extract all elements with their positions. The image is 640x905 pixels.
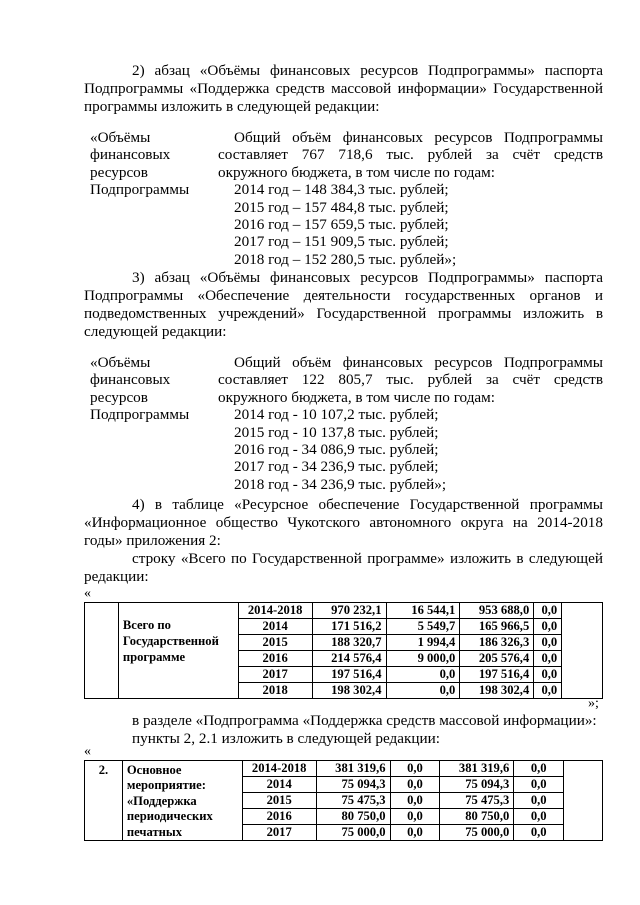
item2-line: Подпрограммы «Поддержка средств массовой информации» Государственной — [84, 80, 603, 97]
table-row — [85, 761, 603, 777]
item3-line: Подпрограммы «Обеспечение деятельности государственных органов и — [84, 287, 603, 304]
table-cell: 9 000,0 — [386, 651, 460, 667]
table-cell: 75 475,3 — [440, 793, 514, 809]
table-cell: 75 094,3 — [440, 777, 514, 793]
table-cell: 0,0 — [390, 825, 440, 841]
table-cell: 2014-2018 — [238, 603, 312, 619]
table-cell: 0,0 — [534, 635, 562, 651]
table-cell: 75 094,3 — [316, 777, 390, 793]
table-cell: 0,0 — [534, 683, 562, 699]
table-cell: 80 750,0 — [316, 809, 390, 825]
table-cell: 2015 — [238, 635, 312, 651]
table-cell-blank — [562, 603, 603, 699]
table-cell: 75 000,0 — [440, 825, 514, 841]
table-row — [85, 603, 603, 619]
table-cell: 2014 — [242, 777, 316, 793]
table-cell: 171 516,2 — [312, 619, 386, 635]
table-cell: 0,0 — [514, 777, 564, 793]
table-cell: 2016 — [238, 651, 312, 667]
table-cell: 0,0 — [534, 667, 562, 683]
table-cell: 381 319,6 — [316, 761, 390, 777]
table-cell-number: 2. — [85, 761, 123, 841]
item3-line: следующей редакции: — [84, 323, 227, 340]
table-cell: 2017 — [242, 825, 316, 841]
table-cell: 198 302,4 — [460, 683, 534, 699]
table-cell-blank — [85, 603, 119, 699]
table-cell: 165 966,5 — [460, 619, 534, 635]
item2-paragraph — [84, 62, 603, 116]
table-cell: 186 326,3 — [460, 635, 534, 651]
table-cell: 197 516,4 — [460, 667, 534, 683]
table-cell: 0,0 — [514, 761, 564, 777]
quote-close-mark: »; — [588, 696, 599, 711]
item3-line: 3) абзац «Объёмы финансовых ресурсов Подпрограммы» паспорта — [132, 269, 603, 286]
table-cell: 205 576,4 — [460, 651, 534, 667]
table-cell: 197 516,4 — [312, 667, 386, 683]
item3-line: подведомственных учреждений» Государственной программы изложить в — [84, 305, 603, 322]
table-cell-name: Всего по Государственной программе — [118, 603, 238, 699]
table-cell: 0,0 — [390, 793, 440, 809]
table-cell: 5 549,7 — [386, 619, 460, 635]
table-cell: 0,0 — [514, 825, 564, 841]
table-cell: 2014 — [238, 619, 312, 635]
table-cell: 0,0 — [386, 683, 460, 699]
table-cell: 2016 — [242, 809, 316, 825]
section-line: в разделе «Подпрограмма «Поддержка средств массовой информации»: — [132, 712, 597, 729]
item4-line: редакции: — [84, 568, 149, 585]
table-cell: 381 319,6 — [440, 761, 514, 777]
table-cell: 80 750,0 — [440, 809, 514, 825]
table-cell: 0,0 — [386, 667, 460, 683]
table-cell: 0,0 — [534, 603, 562, 619]
table-cell: 75 000,0 — [316, 825, 390, 841]
table-cell: 0,0 — [390, 777, 440, 793]
item3-paragraph — [84, 269, 603, 341]
table-cell: 0,0 — [390, 809, 440, 825]
table-cell: 214 576,4 — [312, 651, 386, 667]
table-cell-blank — [564, 761, 603, 841]
section-line: пункты 2, 2.1 изложить в следующей редакции: — [132, 730, 440, 747]
table-cell: 0,0 — [390, 761, 440, 777]
subprogram-table — [84, 760, 603, 841]
item3-label: «Объёмы финансовых ресурсов Подпрограммы — [90, 354, 190, 424]
table-cell: 2015 — [242, 793, 316, 809]
item2-line: программы изложить в следующей редакции: — [84, 98, 380, 115]
table-cell: 953 688,0 — [460, 603, 534, 619]
section-paragraph — [132, 712, 603, 748]
item4-line: строку «Всего по Государственной программе» изложить в следующей — [132, 550, 603, 567]
table-cell: 75 475,3 — [316, 793, 390, 809]
table-cell: 1 994,4 — [386, 635, 460, 651]
item3-replacement — [84, 354, 604, 494]
table-cell: 2014-2018 — [242, 761, 316, 777]
table-cell: 0,0 — [514, 793, 564, 809]
table-cell: 198 302,4 — [312, 683, 386, 699]
item2-text: Общий объём финансовых ресурсов Подпрограммы составляет 767 718,6 тыс. рублей за счёт средств окружного бюджета, в том числе по годам: 2014 год – 148 384,3 тыс. рублей; 2015 год – 157 484,8 тыс. рублей; 2016 год – 157 659,5 тыс. рублей; 2017 год – 151 909,5 тыс. рублей; 2018 год – 152 280,5 тыс. рублей»; — [218, 129, 603, 268]
table-cell: 970 232,1 — [312, 603, 386, 619]
table-cell: 0,0 — [534, 619, 562, 635]
item4-line: «Информационное общество Чукотского автономного округа на 2014-2018 — [84, 514, 603, 531]
item4-line: 4) в таблице «Ресурсное обеспечение Государственной программы — [132, 496, 603, 513]
table-cell: 0,0 — [514, 809, 564, 825]
item2-label: «Объёмы финансовых ресурсов Подпрограммы — [90, 129, 190, 199]
quote-open-mark: « — [84, 586, 91, 601]
table-cell: 188 320,7 — [312, 635, 386, 651]
total-program-table — [84, 602, 603, 699]
table-cell: 2017 — [238, 667, 312, 683]
item2-line: 2) абзац «Объёмы финансовых ресурсов Подпрограммы» паспорта — [132, 62, 603, 79]
item4-line: годы» приложения 2: — [84, 532, 221, 549]
table-cell: 16 544,1 — [386, 603, 460, 619]
quote-open-mark-2: « — [84, 744, 91, 759]
table-cell-name: Основное мероприятие: «Поддержка периодических печатных — [122, 761, 242, 841]
item3-text: Общий объём финансовых ресурсов Подпрограммы составляет 122 805,7 тыс. рублей за счёт средств окружного бюджета, в том числе по годам: 2014 год - 10 107,2 тыс. рублей; 2015 год - 10 137,8 тыс. рублей; 2016 год - 34 086,9 тыс. рублей; 2017 год - 34 236,9 тыс. рублей; 2018 год - 34 236,9 тыс. рублей»; — [218, 354, 603, 493]
table-cell: 0,0 — [534, 651, 562, 667]
item4-paragraph — [84, 496, 603, 586]
item2-replacement — [84, 129, 604, 269]
table-cell: 2018 — [238, 683, 312, 699]
